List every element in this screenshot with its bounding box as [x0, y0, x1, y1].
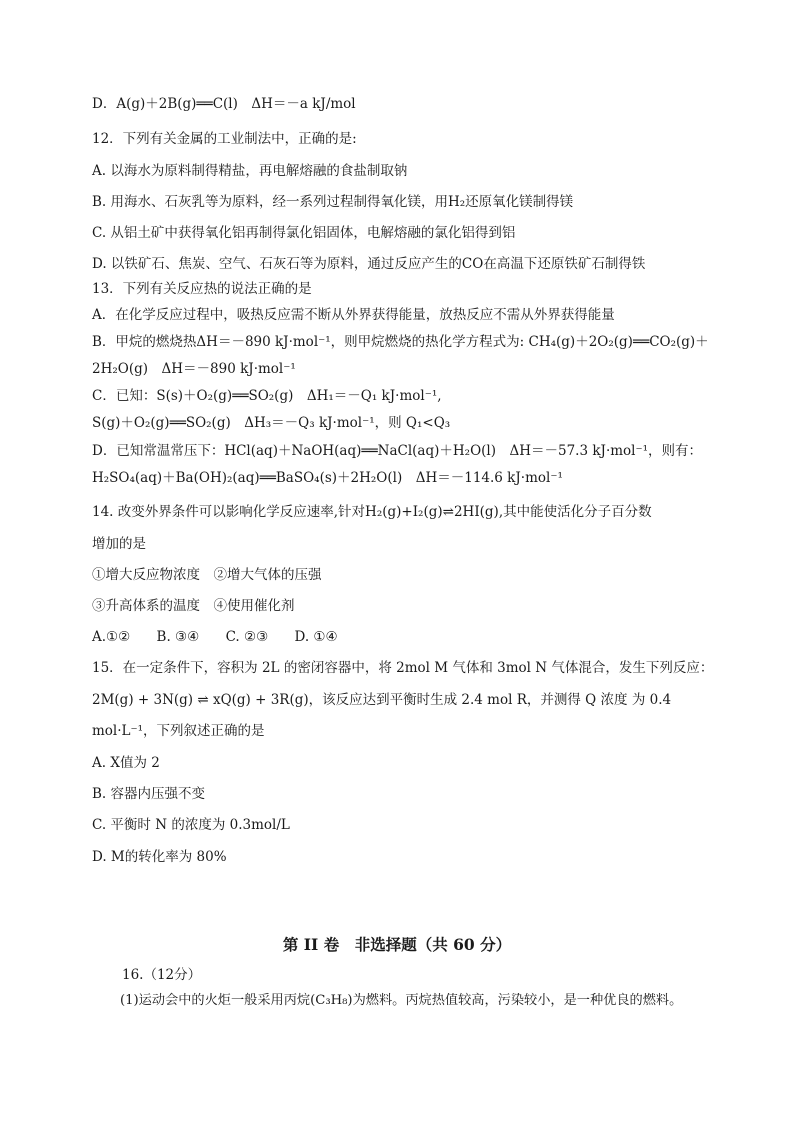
q11-option-d: D．A(g)＋2B(g)══C(l) ΔH＝－a kJ/mol [92, 96, 356, 112]
q13-option-c-line1: C．已知：S(s)＋O₂(g)══SO₂(g) ΔH₁＝－Q₁ kJ·mol⁻¹, [92, 388, 442, 404]
q15-option-c: C. 平衡时 N 的浓度为 0.3mol/L [92, 817, 290, 833]
q14-option-a: A.①② [92, 629, 131, 645]
q13-stem: 13．下列有关反应热的说法正确的是 [92, 281, 312, 297]
q12-option-a: A. 以海水为原料制得精盐，再电解熔融的食盐制取钠 [92, 163, 408, 179]
q14-option-d: D. ①④ [294, 629, 338, 645]
q16-header: 16.（12分） [122, 967, 202, 983]
q16-part1: (1)运动会中的火炬一般采用丙烷(C₃H₈)为燃料。丙烷热值较高，污染较小，是一种优良的燃料。 [120, 993, 683, 1008]
section-heading: 第 II 卷 非选择题（共 60 分） [282, 935, 512, 954]
q13-option-a: A．在化学反应过程中，吸热反应需不断从外界获得能量，放热反应不需从外界获得能量 [92, 307, 615, 323]
q14-conditions-2: ③升高体系的温度 ④使用催化剂 [92, 598, 295, 614]
q13-option-d-line1: D．已知常温常压下：HCl(aq)＋NaOH(aq)══NaCl(aq)＋H₂O(l) ΔH＝－57.3 kJ·mol⁻¹，则有： [92, 443, 703, 459]
q12-option-c: C. 从铝土矿中获得氧化铝再制得氯化铝固体，电解熔融的氯化铝得到铝 [92, 225, 516, 241]
q13-option-b-line2: 2H₂O(g) ΔH＝－890 kJ·mol⁻¹ [92, 361, 296, 377]
q14-option-c: C. ②③ [225, 629, 269, 645]
q15-stem-line1: 15．在一定条件下，容积为 2L 的密闭容器中，将 2mol M 气体和 3mol N 气体混合，发生下列反应： [92, 660, 714, 676]
q15-option-b: B. 容器内压强不变 [92, 786, 206, 802]
q13-option-c-line2: S(g)＋O₂(g)══SO₂(g) ΔH₃＝－Q₃ kJ·mol⁻¹，则 Q₁<Q₃ [92, 415, 451, 431]
q15-option-a: A. X值为 2 [92, 755, 160, 771]
q14-stem-line1: 14. 改变外界条件可以影响化学反应速率,针对H₂(g)+I₂(g)⇌2HI(g),其中能使活化分子百分数 [92, 504, 652, 520]
q14-conditions-1: ①增大反应物浓度 ②增大气体的压强 [92, 567, 322, 583]
q15-stem-line3: mol·L⁻¹，下列叙述正确的是 [92, 723, 265, 739]
q14-options [92, 628, 338, 646]
q14-option-b: B. ③④ [156, 629, 200, 645]
q12-option-d: D. 以铁矿石、焦炭、空气、石灰石等为原料，通过反应产生的CO在高温下还原铁矿石制得铁 [92, 256, 646, 272]
q12-stem: 12．下列有关金属的工业制法中，正确的是: [92, 131, 357, 147]
q15-option-d: D. M的转化率为 80% [92, 849, 227, 865]
q13-option-d-line2: H₂SO₄(aq)＋Ba(OH)₂(aq)══BaSO₄(s)＋2H₂O(l) ΔH＝－114.6 kJ·mol⁻¹ [92, 470, 563, 486]
q12-option-b: B. 用海水、石灰乳等为原料，经一系列过程制得氧化镁，用H₂还原氧化镁制得镁 [92, 194, 574, 210]
q15-stem-line2: 2M(g) + 3N(g) ⇌ xQ(g) + 3R(g)，该反应达到平衡时生成 2.4 mol R，并测得 Q 浓度 为 0.4 [92, 692, 672, 708]
q13-option-b-line1: B．甲烷的燃烧热ΔH＝－890 kJ·mol⁻¹，则甲烷燃烧的热化学方程式为: CH₄(g)＋2O₂(g)══CO₂(g)＋ [92, 334, 709, 350]
q14-stem-line2: 增加的是 [92, 536, 146, 552]
